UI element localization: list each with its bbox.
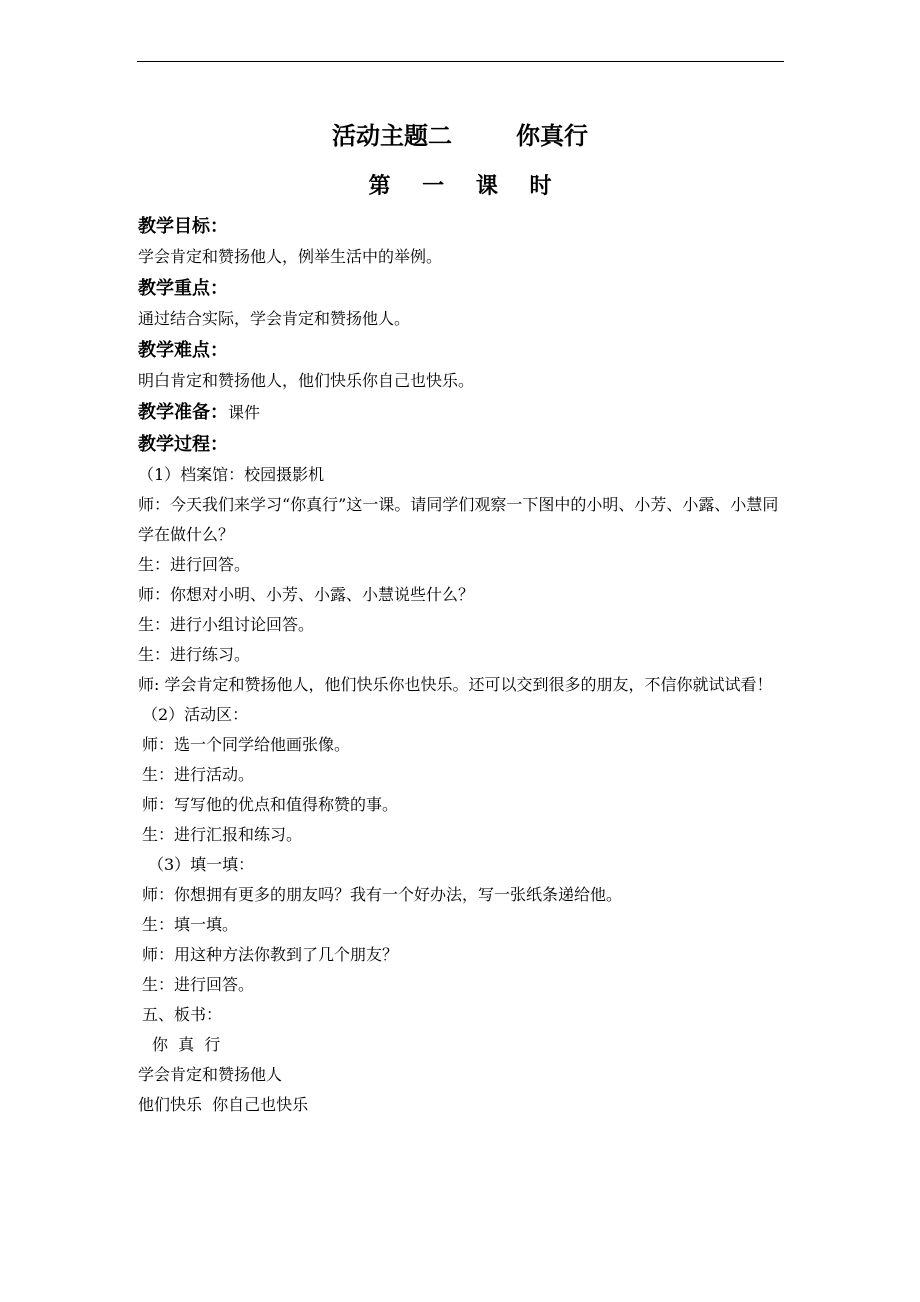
process-line: 师: 学会肯定和赞扬他人，他们快乐你也快乐。还可以交到很多的朋友，不信你就试试看！ (138, 675, 773, 694)
process-line: 师：你想对小明、小芳、小露、小慧说些什么？ (138, 585, 475, 604)
title-theme: 活动主题二 (332, 121, 452, 150)
process-line: 生：进行小组讨论回答。 (138, 615, 315, 634)
process-line: 生：进行活动。 (142, 765, 255, 784)
board-line: 学会肯定和赞扬他人 (138, 1065, 283, 1084)
preparation-value: 课件 (228, 403, 261, 422)
board-line: 他们快乐 你自己也快乐 (138, 1095, 309, 1114)
preparation-row (138, 398, 788, 428)
process-line: 生：填一填。 (142, 915, 239, 934)
process-heading: 教学过程： (138, 434, 228, 455)
process-line: 生：进行汇报和练习。 (142, 825, 303, 844)
document-body (138, 210, 788, 1120)
process-line: （1）档案馆：校园摄影机 (138, 465, 325, 484)
process-line: 生：进行回答。 (142, 975, 255, 994)
preparation-heading: 教学准备： (138, 402, 228, 423)
key-points-text: 通过结合实际，学会肯定和赞扬他人。 (138, 309, 411, 328)
header-rule (137, 61, 784, 62)
title-lesson-name: 你真行 (516, 121, 588, 150)
objectives-heading: 教学目标： (138, 216, 228, 237)
process-line: （3）填一填： (148, 855, 255, 874)
process-line: 师：选一个同学给他画张像。 (142, 735, 351, 754)
process-line: 师：你想拥有更多的朋友吗？我有一个好办法，写一张纸条递给他。 (142, 885, 623, 904)
process-line: 生：进行练习。 (138, 645, 251, 664)
board-title: 你 真 行 (152, 1035, 221, 1054)
difficulties-heading: 教学难点： (138, 340, 228, 361)
page-title (0, 116, 920, 156)
page-subtitle: 第 一 课 时 (368, 173, 564, 199)
key-points-heading: 教学重点： (138, 278, 228, 299)
process-line: 师：今天我们来学习“你真行”这一课。请同学们观察一下图中的小明、小芳、小露、小慧同学在做什么？ (138, 495, 779, 544)
process-line: （2）活动区： (142, 705, 249, 724)
difficulties-text: 明白肯定和赞扬他人，他们快乐你自己也快乐。 (138, 371, 475, 390)
process-line: 生：进行回答。 (138, 555, 251, 574)
process-line: 师：用这种方法你教到了几个朋友？ (142, 945, 399, 964)
process-line: 五、板书： (142, 1005, 223, 1024)
process-line: 师：写写他的优点和值得称赞的事。 (142, 795, 399, 814)
objectives-text: 学会肯定和赞扬他人，例举生活中的举例。 (138, 247, 443, 266)
